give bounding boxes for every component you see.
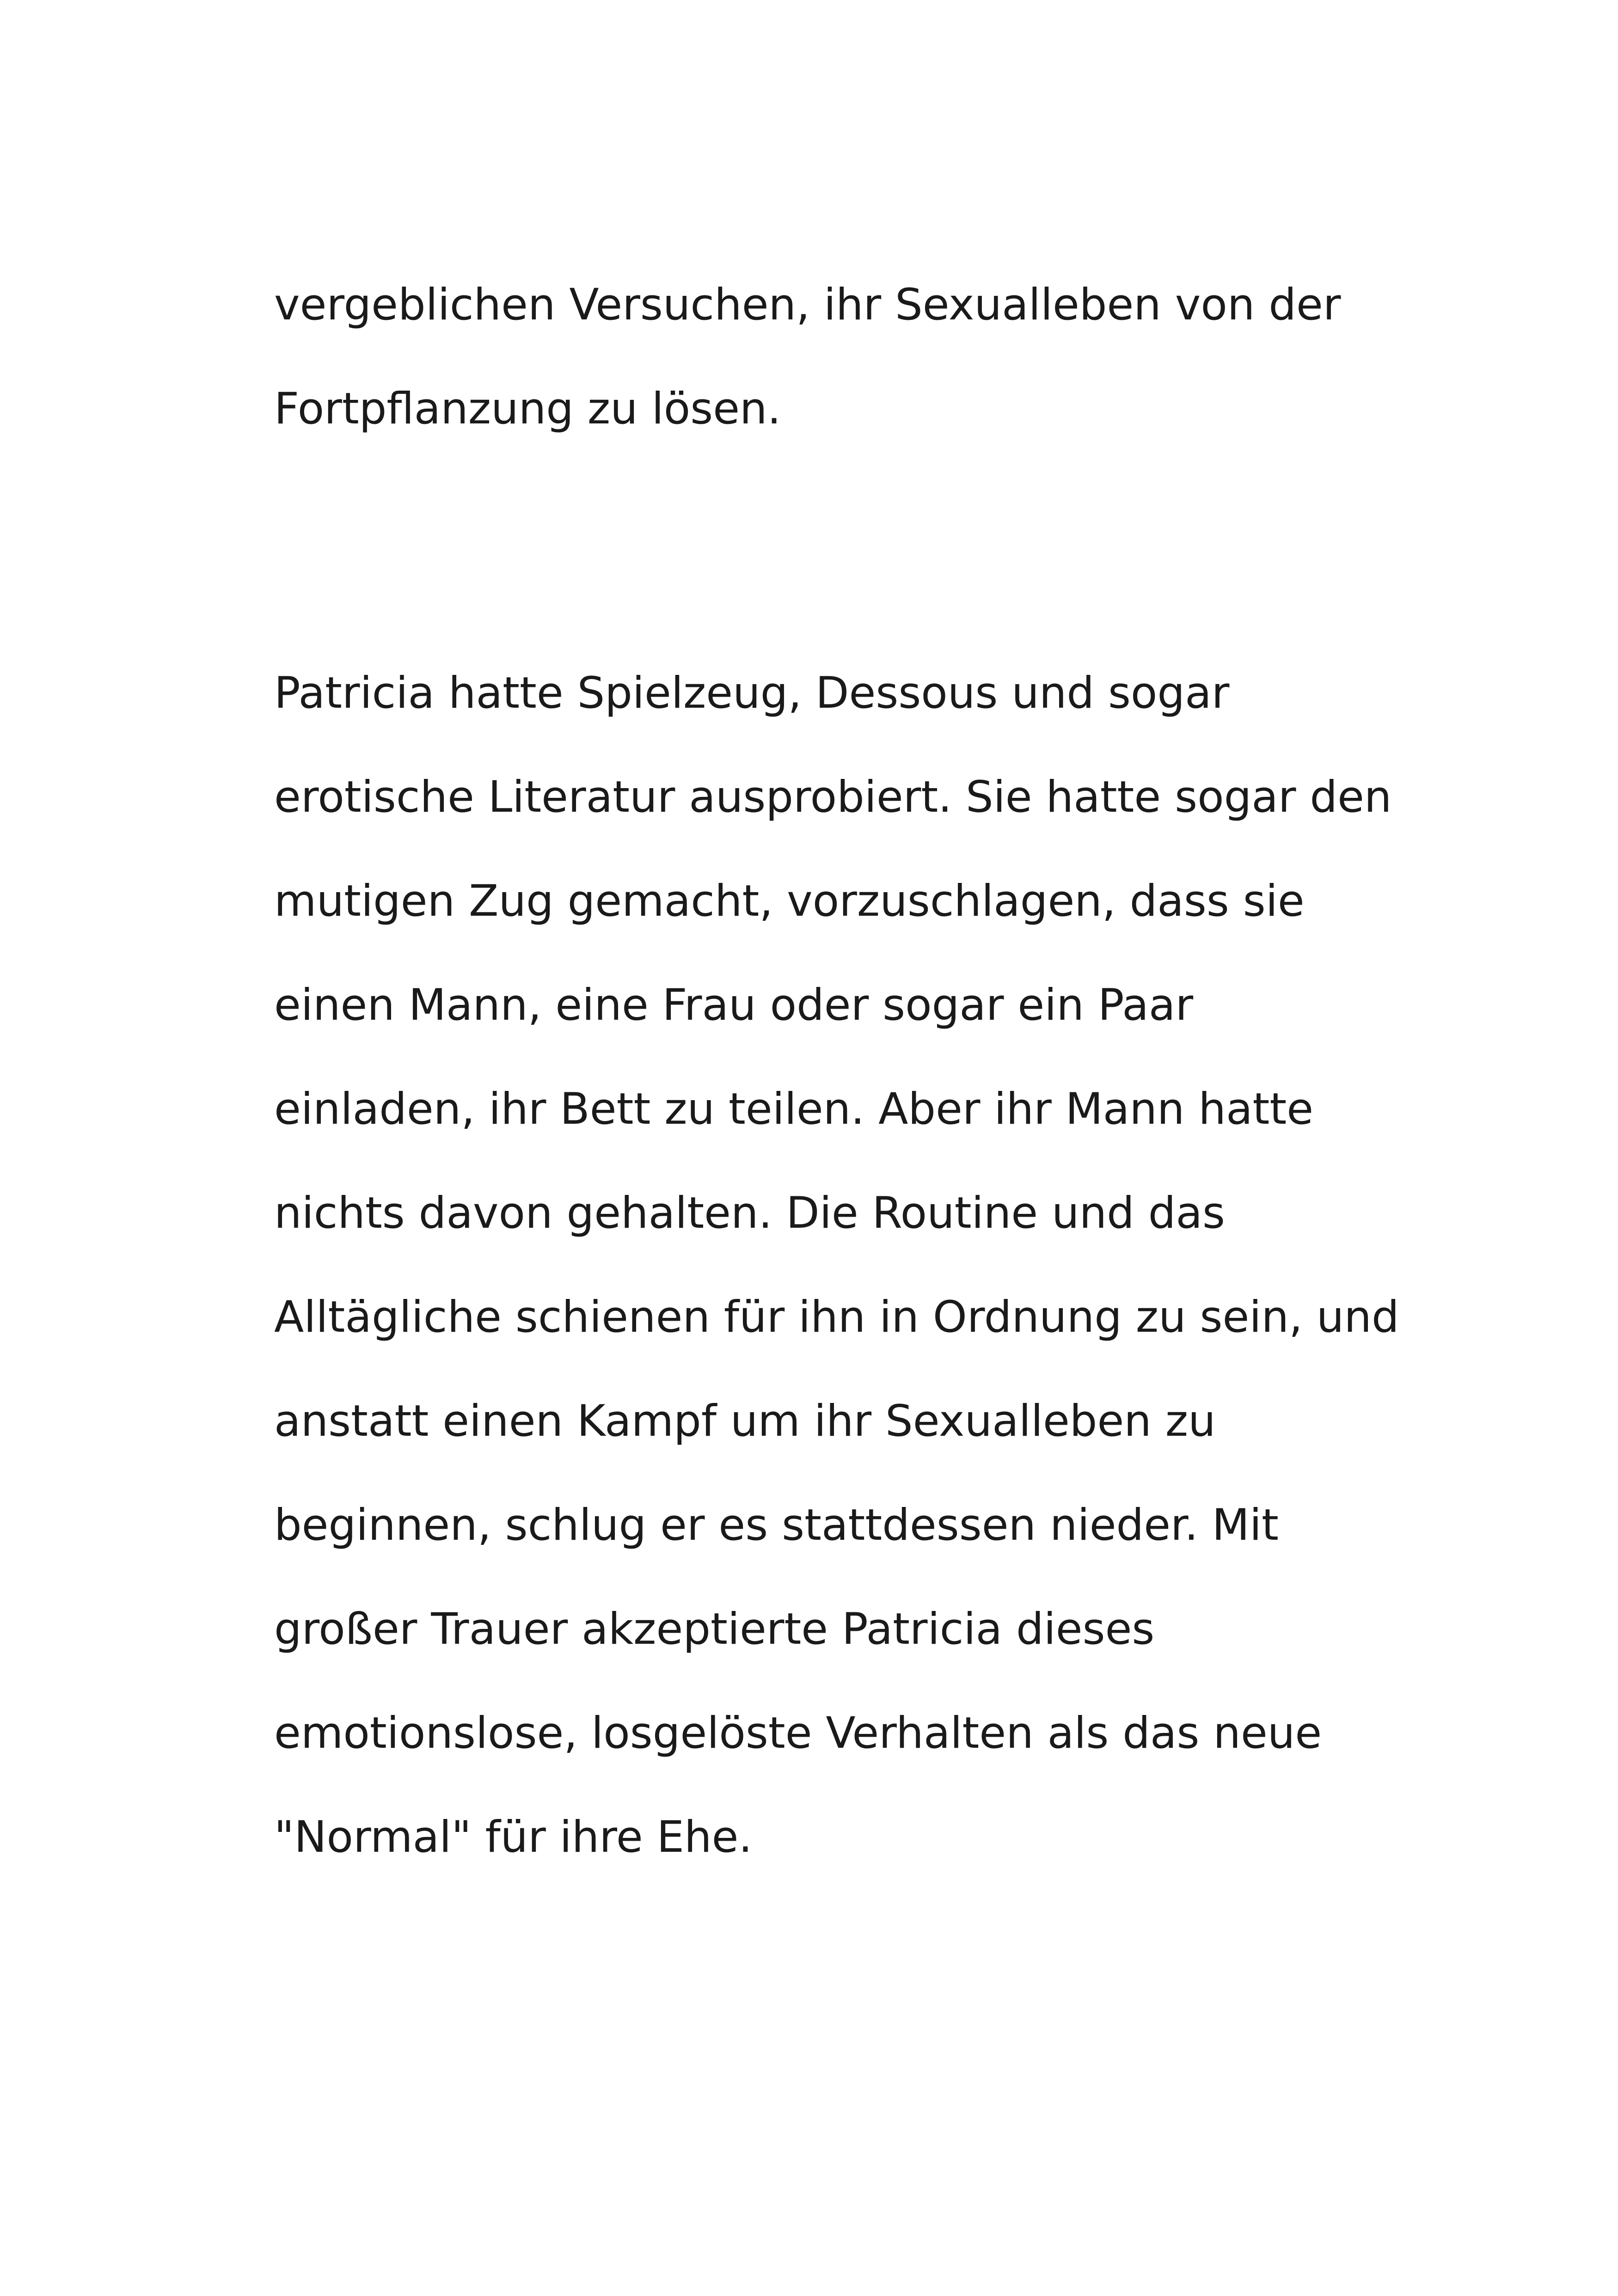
text-line: beginnen, schlug er es stattdessen nieder. Mit bbox=[274, 1500, 1279, 1550]
text-line: großer Trauer akzeptierte Patricia dieses bbox=[274, 1604, 1155, 1654]
text-line: anstatt einen Kampf um ihr Sexualleben zu bbox=[274, 1396, 1216, 1446]
text-line: emotionslose, losgelöste Verhalten als das neue bbox=[274, 1708, 1322, 1758]
text-line: mutigen Zug gemacht, vorzuschlagen, dass sie bbox=[274, 876, 1305, 926]
text-line: einladen, ihr Bett zu teilen. Aber ihr Mann hatte bbox=[274, 1084, 1314, 1134]
text-line: Alltägliche schienen für ihn in Ordnung zu sein, und bbox=[274, 1292, 1399, 1342]
text-line: Patricia hatte Spielzeug, Dessous und sogar bbox=[274, 668, 1230, 718]
text-line: Fortpflanzung zu lösen. bbox=[274, 384, 781, 434]
text-line: erotische Literatur ausprobiert. Sie hatte sogar den bbox=[274, 772, 1392, 822]
text-line: vergeblichen Versuchen, ihr Sexualleben von der bbox=[274, 280, 1341, 330]
text-line: nichts davon gehalten. Die Routine und das bbox=[274, 1188, 1225, 1238]
text-line: "Normal" für ihre Ehe. bbox=[274, 1812, 753, 1862]
text-line: einen Mann, eine Frau oder sogar ein Paar bbox=[274, 980, 1194, 1030]
